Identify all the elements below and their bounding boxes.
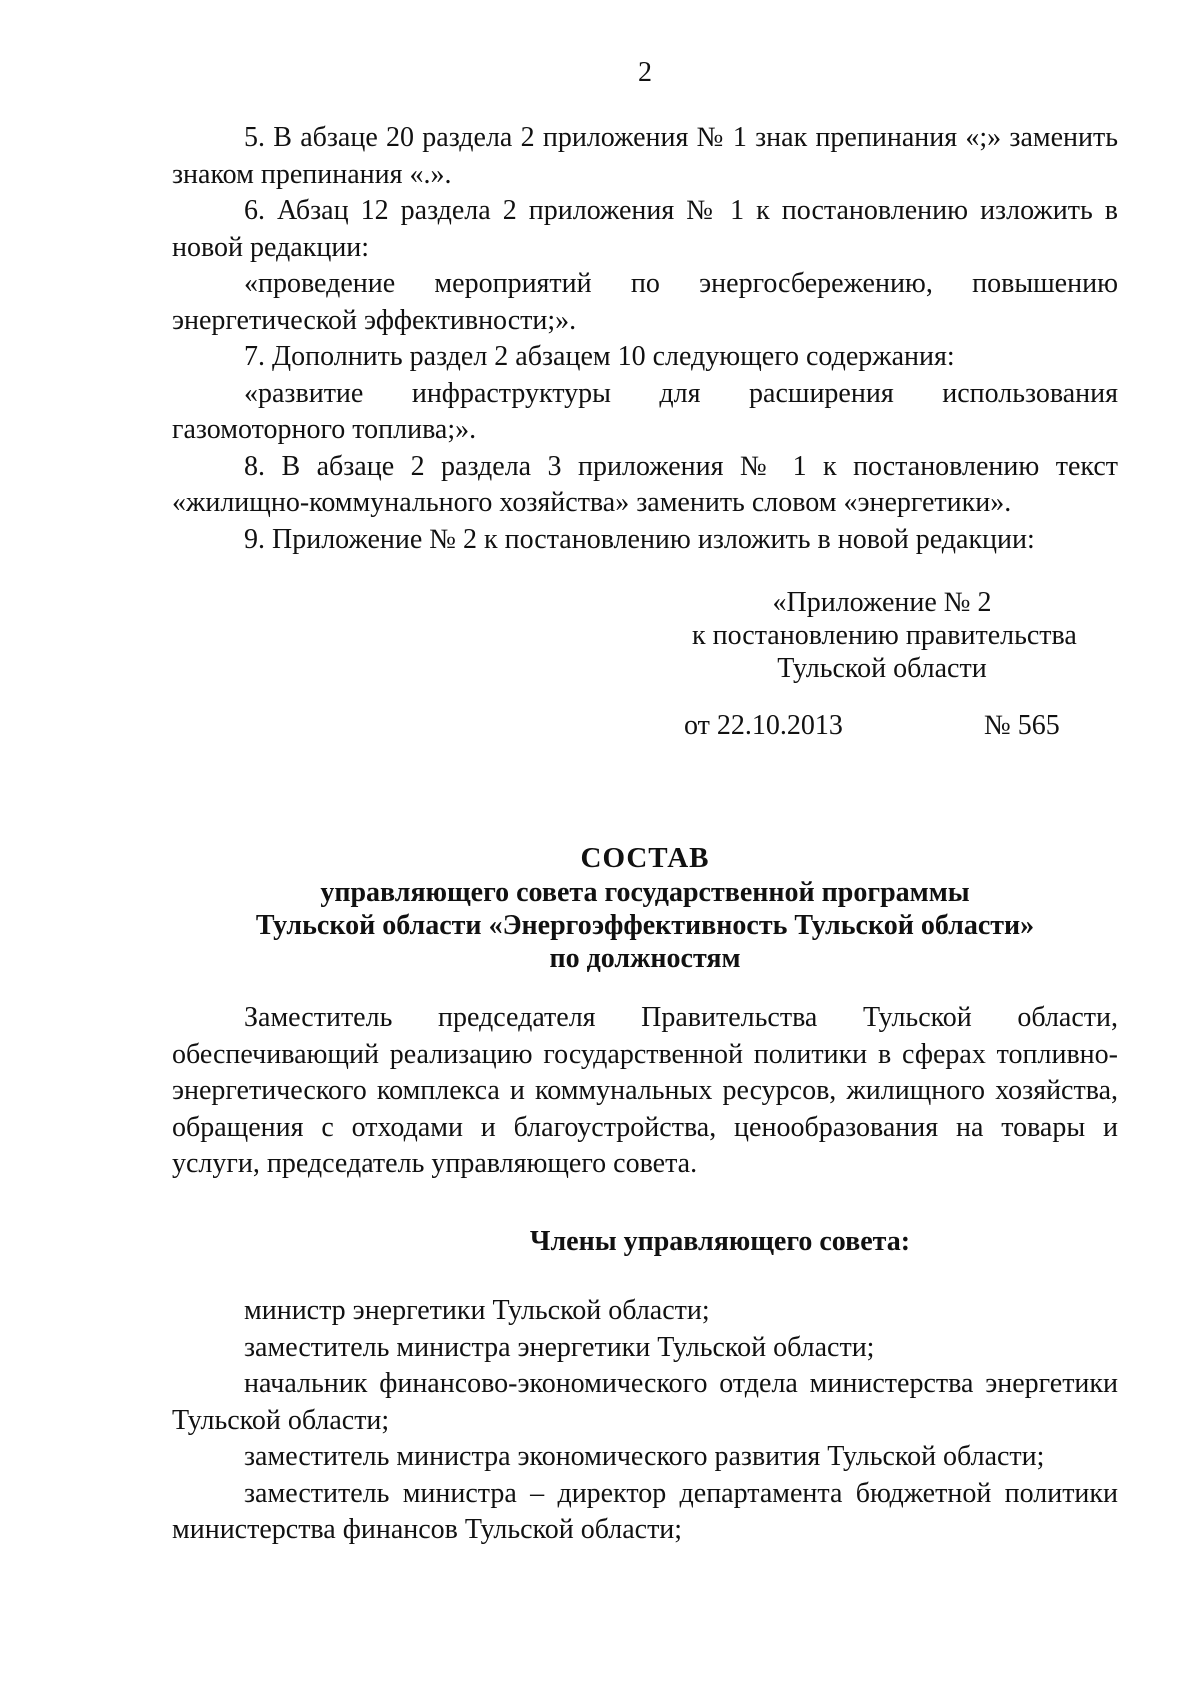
appendix-line-3: Тульской области bbox=[777, 653, 987, 684]
document-title bbox=[172, 840, 1118, 975]
appendix-header bbox=[692, 586, 1077, 685]
appendix-line-1: «Приложение № 2 bbox=[772, 587, 992, 618]
paragraph-6: 6. Абзац 12 раздела 2 приложения № 1 к постановлению изложить в новой редакции: bbox=[172, 195, 1118, 263]
appendix-line-2: к постановлению правительства bbox=[692, 620, 1077, 651]
paragraph-7-quote: «развитие инфраструктуры для расширения использования газомоторного топлива;». bbox=[172, 377, 1118, 445]
title-line-3: Тульской области «Энергоэффективность Тульской области» bbox=[255, 910, 1035, 941]
paragraph-8: 8. В абзаце 2 раздела 3 приложения № 1 к постановлению текст «жилищно-коммунального хозяйства» заменить словом «энергетики». bbox=[172, 450, 1118, 518]
paragraph-9: 9. Приложение № 2 к постановлению изложить в новой редакции: bbox=[244, 523, 1035, 555]
chairman-paragraph: Заместитель председателя Правительства Тульской области, обеспечивающий реализацию государственной политики в сферах топливно-энергетического комплекса и коммунальных ресурсов, жилищного хозяйства, обращения с отходами и благоустройства, ценообразования на товары и услуги, председатель управляющего совета. bbox=[172, 1002, 1118, 1179]
list-item: заместитель министра – директор департамента бюджетной политики министерства финансов Тульской области; bbox=[172, 1477, 1118, 1545]
members-list bbox=[172, 1293, 1118, 1549]
title-main: СОСТАВ bbox=[580, 842, 710, 874]
list-item: начальник финансово-экономического отдела министерства энергетики Тульской области; bbox=[172, 1368, 1118, 1436]
title-line-2: управляющего совета государственной программы bbox=[320, 877, 970, 908]
appendix-date: от 22.10.2013 bbox=[684, 710, 843, 741]
list-item: заместитель министра экономического развития Тульской области; bbox=[244, 1441, 1045, 1472]
appendix-date-line bbox=[684, 708, 1104, 744]
chairman-section bbox=[172, 1000, 1118, 1183]
members-heading: Члены управляющего совета: bbox=[529, 1226, 911, 1257]
title-line-4: по должностям bbox=[549, 943, 741, 974]
paragraph-5: 5. В абзаце 20 раздела 2 приложения № 1 знак препинания «;» заменить знаком препинания «.». bbox=[172, 122, 1118, 190]
amendments-list bbox=[172, 120, 1118, 558]
appendix-number: № 565 bbox=[984, 710, 1060, 741]
page-number: 2 bbox=[638, 57, 652, 88]
list-item: министр энергетики Тульской области; bbox=[244, 1295, 710, 1326]
document-page bbox=[172, 0, 1118, 1697]
paragraph-7: 7. Дополнить раздел 2 абзацем 10 следующего содержания: bbox=[244, 341, 955, 372]
paragraph-6-quote: «проведение мероприятий по энергосбережению, повышению энергетической эффективности;». bbox=[172, 268, 1118, 336]
list-item: заместитель министра энергетики Тульской области; bbox=[244, 1331, 875, 1363]
